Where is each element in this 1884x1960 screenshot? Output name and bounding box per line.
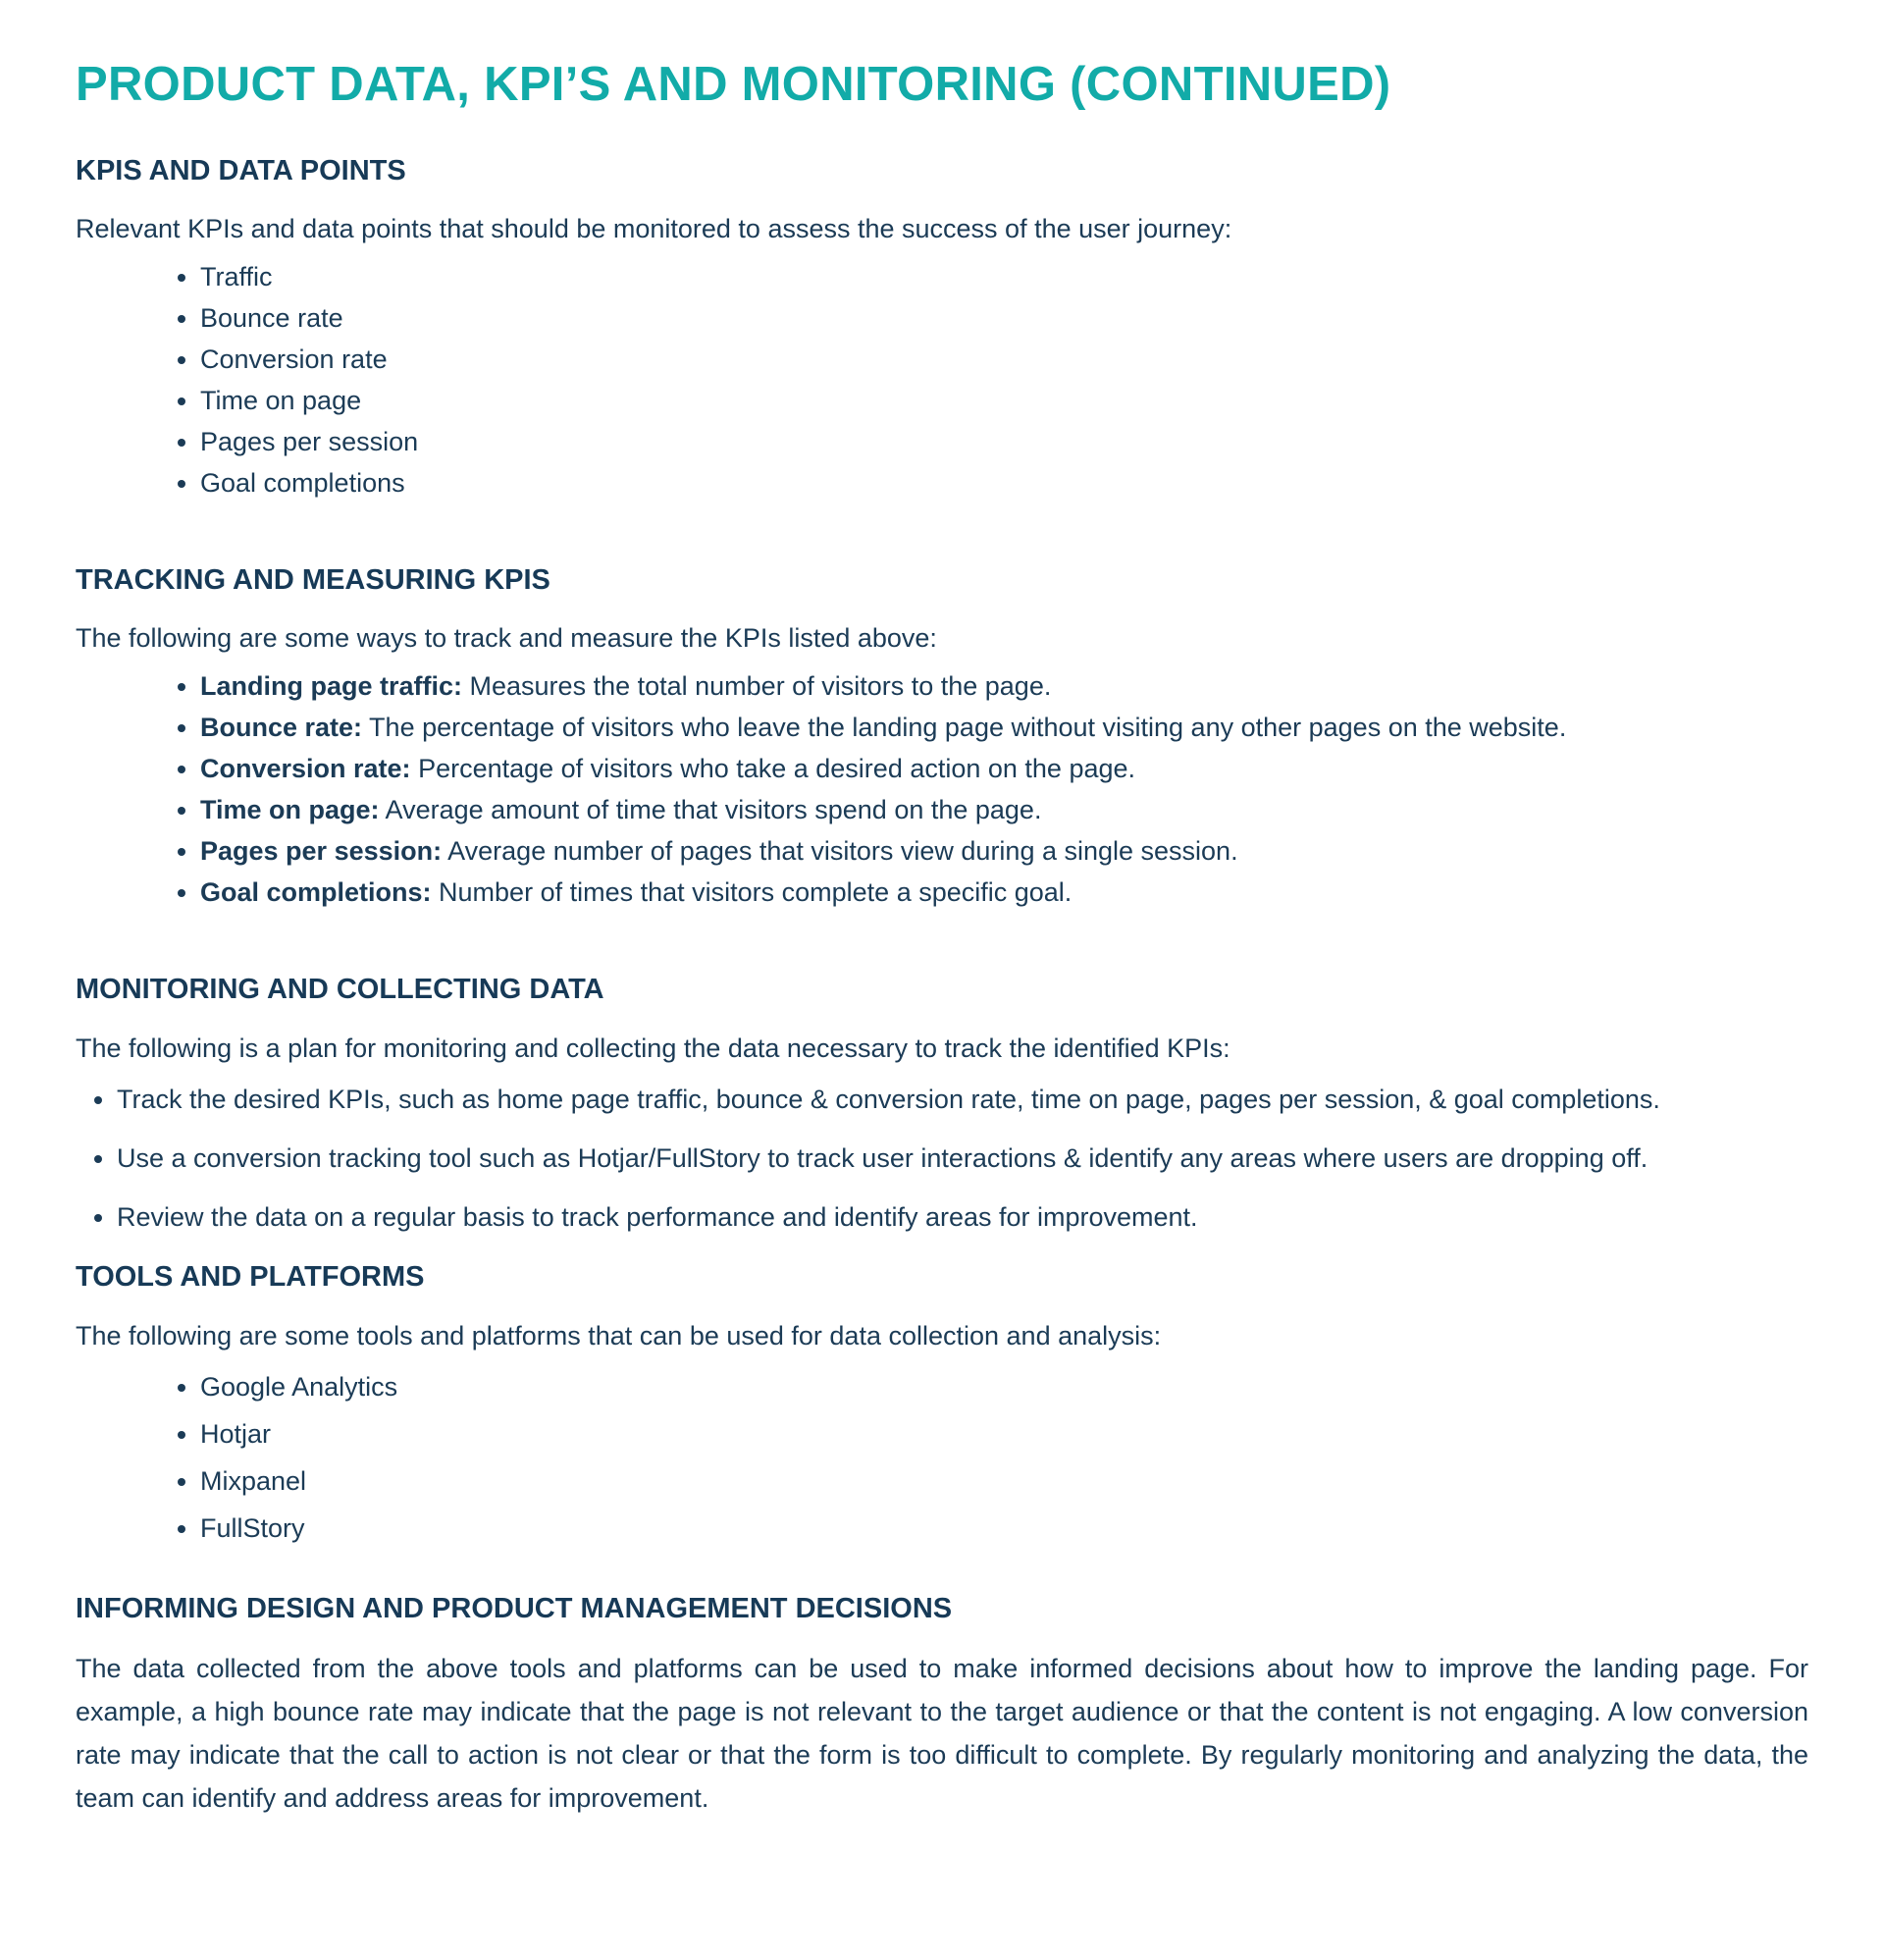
term-description: Percentage of visitors who take a desired action on the page.	[410, 754, 1136, 784]
section-intro: Relevant KPIs and data points that should be monitored to assess the success of the user journey:	[76, 214, 1232, 244]
list-item	[200, 872, 1808, 913]
tracking-list	[76, 665, 1808, 913]
section-heading: MONITORING AND COLLECTING DATA	[76, 974, 604, 1006]
section-informing-decisions	[76, 1593, 1808, 1820]
list-item: • Time on page	[200, 380, 1808, 421]
list-item	[200, 830, 1808, 872]
page-title: PRODUCT DATA, KPI’S AND MONITORING (CONTINUED)	[76, 58, 1391, 111]
list-item: • Pages per session	[200, 421, 1808, 462]
list-item: • Review the data on a regular basis to track performance and identify areas for improvement.	[117, 1198, 1808, 1236]
list-item: • Use a conversion tracking tool such as Hotjar/FullStory to track user interactions & identify any areas where users are dropping off.	[117, 1139, 1808, 1177]
section-heading: TOOLS AND PLATFORMS	[76, 1261, 425, 1294]
list-item: • Track the desired KPIs, such as home page traffic, bounce & conversion rate, time on page, pages per session, & goal completions.	[117, 1081, 1808, 1118]
list-item: • Mixpanel	[200, 1457, 1808, 1505]
list-item: • Bounce rate	[200, 297, 1808, 339]
list-item	[200, 789, 1808, 830]
section-intro: The following is a plan for monitoring and collecting the data necessary to track the identified KPIs:	[76, 1033, 1230, 1063]
term-label: Conversion rate:	[200, 754, 411, 784]
term-label: Goal completions:	[200, 877, 432, 908]
section-intro: The following are some ways to track and measure the KPIs listed above:	[76, 623, 937, 654]
section-heading: TRACKING AND MEASURING KPIS	[76, 564, 550, 597]
term-description: The percentage of visitors who leave the landing page without visiting any other pages on the website.	[362, 713, 1567, 743]
list-item: • Conversion rate	[200, 339, 1808, 380]
term-description: Average number of pages that visitors view during a single session.	[442, 836, 1238, 867]
monitoring-plan-list	[76, 1081, 1808, 1236]
term-label: Landing page traffic:	[200, 671, 463, 702]
section-monitoring-and-collecting	[76, 974, 1808, 1236]
section-tracking-and-measuring	[76, 564, 1808, 913]
section-intro: The following are some tools and platforms that can be used for data collection and analysis:	[76, 1320, 1162, 1351]
list-item: • Goal completions	[200, 462, 1808, 503]
section-heading: INFORMING DESIGN AND PRODUCT MANAGEMENT DECISIONS	[76, 1592, 953, 1624]
term-description: Average amount of time that visitors spend on the page.	[379, 795, 1042, 825]
section-heading: KPIS AND DATA POINTS	[76, 154, 406, 186]
list-item: • Traffic	[200, 256, 1808, 297]
list-item: • Hotjar	[200, 1410, 1808, 1457]
list-item	[200, 665, 1808, 707]
list-item: • FullStory	[200, 1505, 1808, 1552]
list-item	[200, 707, 1808, 748]
list-item	[200, 748, 1808, 789]
term-label: Time on page:	[200, 795, 380, 825]
kpi-list	[76, 256, 1808, 503]
term-description: Number of times that visitors complete a specific goal.	[431, 877, 1073, 908]
list-item: • Google Analytics	[200, 1363, 1808, 1410]
term-label: Pages per session:	[200, 836, 443, 867]
term-label: Bounce rate:	[200, 713, 363, 743]
tools-list	[76, 1363, 1808, 1552]
section-kpis-and-data-points	[76, 155, 1808, 503]
section-tools-and-platforms	[76, 1261, 1808, 1551]
term-description: Measures the total number of visitors to the page.	[462, 671, 1052, 702]
section-body: The data collected from the above tools and platforms can be used to make informed decisions about how to improve the landing page. For example, a high bounce rate may indicate that the page is not relevant to the target audience or that the content is not engaging. A low conversion rate may indicate that the call to action is not clear or that the form is too difficult to complete. By regularly monitoring and analyzing the data, the team can identify and address areas for improvement.	[76, 1653, 1808, 1813]
